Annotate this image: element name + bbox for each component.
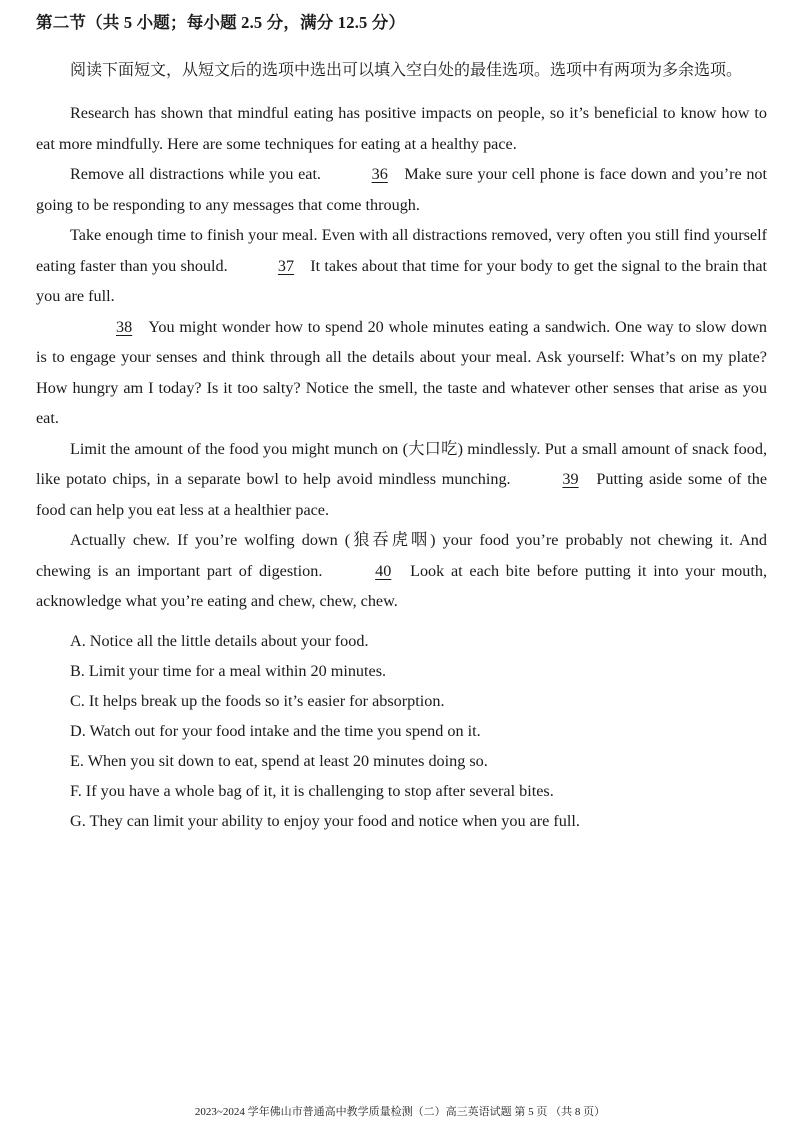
paragraph-1-text: Research has shown that mindful eating has positive impacts on people, so it’s beneficial to know how to eat more mindfully. Here are some techniques for eating at a healthy pace. [36, 104, 767, 153]
paragraph-3 [36, 220, 767, 312]
paragraph-6-text-after: Look at each bite before putting it into your mouth, acknowledge what you’re eating and chew, chew, chew. [36, 561, 768, 610]
options-list [70, 626, 770, 836]
option-d: D. Watch out for your food intake and the time you spend on it. [70, 722, 481, 740]
paragraph-5-text-before: Limit the amount of the food you might munch on (大口吃) mindlessly. Put a small amount of snack food, like potato chips, in a separate bowl to help avoid mindless munching. [36, 439, 767, 488]
page-footer: 2023~2024 学年佛山市普通高中教学质量检测（二）高三英语试题 第 5 页 （共 8 页） [194, 1106, 606, 1118]
paragraph-6-text-before: Actually chew. If you’re wolfing down (狼吞虎咽) your food you’re probably not chewing it. And chewing is an important part of digestion. [36, 531, 767, 580]
blank-39: 39 [562, 470, 579, 488]
paragraph-5 [36, 434, 767, 526]
blank-37: 37 [277, 256, 295, 275]
paragraph-3-text-before: Take enough time to finish your meal. Even with all distractions removed, very often you still find yourself eating faster than you should. [36, 226, 767, 275]
instructions: 阅读下面短文，从短文后的选项中选出可以填入空白处的最佳选项。选项中有两项为多余选项。 [70, 62, 743, 79]
option-e: E. When you sit down to eat, spend at least 20 minutes doing so. [70, 752, 488, 770]
option-a: A. Notice all the little details about your food. [70, 632, 369, 650]
blank-40: 40 [375, 561, 392, 580]
paragraph-6 [36, 525, 767, 617]
paragraph-4-text-after: You might wonder how to spend 20 whole minutes eating a sandwich. One way to slow down is to engage your senses and think through all the details about your meal. Ask yourself: What’s on my plate? How hungry am I today? Is it too salty? Notice the smell, the taste and whatever other senses that arise as you eat. [36, 317, 767, 427]
option-g: G. They can limit your ability to enjoy your food and notice when you are full. [70, 812, 580, 830]
paragraph-5-text-after: Putting aside some of the food can help you eat less at a healthier pace. [36, 470, 768, 519]
option-f: F. If you have a whole bag of it, it is challenging to stop after several bites. [70, 782, 554, 800]
paragraph-3-text-after: It takes about that time for your body to get the signal to the brain that you are full. [36, 256, 768, 305]
passage [36, 98, 767, 617]
section-title: 第二节（共 5 小题；每小题 2.5 分，满分 12.5 分） [36, 13, 406, 32]
option-c: C. It helps break up the foods so it’s easier for absorption. [70, 692, 445, 710]
paragraph-4 [36, 312, 767, 434]
paragraph-2-text-before: Remove all distractions while you eat. [70, 165, 321, 183]
paragraph-1 [36, 98, 767, 159]
blank-36: 36 [371, 165, 388, 183]
paragraph-2-text-after: Make sure your cell phone is face down and you’re not going to be responding to any messages that come through. [36, 165, 768, 214]
blank-38: 38 [116, 317, 133, 336]
paragraph-2 [36, 159, 767, 220]
option-b: B. Limit your time for a meal within 20 minutes. [70, 662, 387, 680]
